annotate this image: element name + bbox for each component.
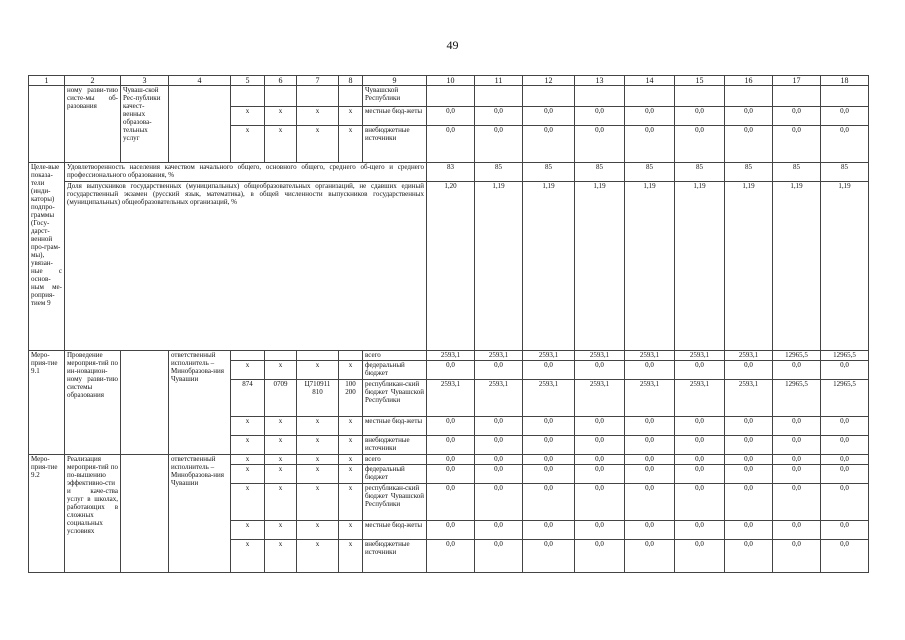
target-indicator-text: Доля выпускников государственных (муниципальных) общеобразовательных организаций, не сдавших единый государственный экзамен (русский язык, математика), в общей численности выпускников государственных (муниципальных) общеобразовательных организаций, %	[65, 182, 427, 351]
budget-code-cell: x	[231, 436, 265, 455]
column-number-header: 12	[523, 76, 575, 86]
value-cell: 0,0	[773, 484, 821, 521]
value-cell: 0,0	[523, 107, 575, 126]
budget-code-cell: x	[265, 484, 297, 521]
result-continued: Чуваш-ской Рес-публики качест-венных образова-тельных услуг	[121, 86, 169, 163]
value-cell: 0,0	[427, 521, 475, 540]
value-cell: 0,0	[821, 436, 869, 455]
value-cell: 0,0	[427, 436, 475, 455]
value-cell: 0,0	[821, 484, 869, 521]
value-cell: 0,0	[625, 361, 675, 380]
budget-code-cell: x	[265, 521, 297, 540]
budget-code-cell: x	[231, 455, 265, 465]
column-number-row	[29, 76, 869, 86]
budget-code-cell	[339, 351, 363, 361]
column-number-header: 13	[575, 76, 625, 86]
funding-source-cell: всего	[363, 455, 427, 465]
budget-table	[28, 75, 869, 573]
empty-cell	[29, 86, 65, 163]
budget-code-cell: x	[265, 465, 297, 484]
funding-source-cell: республикан-ский бюджет Чувашской Республики	[363, 484, 427, 521]
value-cell: 0,0	[821, 455, 869, 465]
budget-code-cell: x	[231, 417, 265, 436]
value-cell: 0,0	[575, 540, 625, 573]
target-value-cell: 1,19	[675, 182, 725, 351]
value-cell: 0,0	[523, 540, 575, 573]
funding-row	[29, 455, 869, 465]
budget-code-cell: x	[297, 107, 339, 126]
value-cell: 0,0	[575, 126, 625, 163]
target-value-cell: 1,19	[575, 182, 625, 351]
value-cell: 0,0	[625, 484, 675, 521]
column-number-header: 4	[169, 76, 231, 86]
value-cell: 0,0	[475, 417, 523, 436]
budget-code-cell: x	[231, 126, 265, 163]
executor-cell	[169, 86, 231, 163]
value-cell: 12965,5	[773, 351, 821, 361]
value-cell: 0,0	[773, 107, 821, 126]
budget-code-cell: x	[297, 484, 339, 521]
budget-code-cell: x	[297, 417, 339, 436]
budget-code-cell: x	[265, 126, 297, 163]
budget-code-cell: x	[297, 540, 339, 573]
value-cell: 0,0	[427, 540, 475, 573]
page-number: 49	[446, 38, 459, 52]
column-number-header: 14	[625, 76, 675, 86]
funding-source-cell: местные бюд-жеты	[363, 521, 427, 540]
value-cell: 0,0	[725, 126, 773, 163]
value-cell: 0,0	[725, 436, 773, 455]
column-number-header: 5	[231, 76, 265, 86]
budget-code-cell	[297, 351, 339, 361]
value-cell	[427, 86, 475, 107]
value-cell: 2593,1	[427, 380, 475, 417]
value-cell: 0,0	[773, 455, 821, 465]
value-cell: 0,0	[625, 521, 675, 540]
funding-source-cell: внебюджетные источники	[363, 126, 427, 163]
value-cell: 0,0	[725, 417, 773, 436]
column-number-header: 7	[297, 76, 339, 86]
value-cell: 0,0	[523, 465, 575, 484]
value-cell: 2593,1	[575, 380, 625, 417]
value-cell: 0,0	[773, 126, 821, 163]
budget-code-cell: x	[339, 436, 363, 455]
target-value-cell: 1,19	[475, 182, 523, 351]
value-cell: 2593,1	[475, 380, 523, 417]
target-value-cell: 83	[427, 163, 475, 182]
table-body	[29, 76, 869, 573]
value-cell: 0,0	[675, 361, 725, 380]
column-number-header: 1	[29, 76, 65, 86]
value-cell	[523, 86, 575, 107]
value-cell: 0,0	[475, 126, 523, 163]
target-value-cell: 1,19	[625, 182, 675, 351]
value-cell: 0,0	[475, 540, 523, 573]
value-cell	[625, 86, 675, 107]
measure-name-continued: ному разви-тию систе-мы об-разования	[65, 86, 121, 163]
target-value-cell: 85	[523, 163, 575, 182]
column-number-header: 2	[65, 76, 121, 86]
target-value-cell: 85	[625, 163, 675, 182]
target-value-cell: 85	[675, 163, 725, 182]
column-number-header: 3	[121, 76, 169, 86]
budget-code-cell: x	[297, 455, 339, 465]
value-cell: 0,0	[675, 465, 725, 484]
target-value-cell: 1,19	[821, 182, 869, 351]
budget-code-cell: x	[231, 521, 265, 540]
funding-row	[29, 351, 869, 361]
value-cell: 0,0	[427, 484, 475, 521]
value-cell: 0,0	[523, 455, 575, 465]
funding-source-cell: внебюджетные источники	[363, 436, 427, 455]
value-cell: 0,0	[625, 107, 675, 126]
value-cell: 0,0	[625, 417, 675, 436]
column-number-header: 8	[339, 76, 363, 86]
value-cell: 0,0	[427, 361, 475, 380]
value-cell: 0,0	[575, 521, 625, 540]
value-cell: 0,0	[725, 465, 773, 484]
value-cell: 0,0	[427, 455, 475, 465]
budget-code-cell: x	[297, 465, 339, 484]
budget-code-cell: Ц710911 810	[297, 380, 339, 417]
budget-code-cell: x	[339, 465, 363, 484]
value-cell: 0,0	[475, 484, 523, 521]
value-cell: 0,0	[427, 107, 475, 126]
value-cell: 0,0	[523, 126, 575, 163]
value-cell: 0,0	[475, 107, 523, 126]
measure-label: Меро-прия-тие 9.1	[29, 351, 65, 455]
budget-code-cell: x	[265, 361, 297, 380]
value-cell: 0,0	[475, 521, 523, 540]
value-cell: 0,0	[821, 126, 869, 163]
budget-code-cell: x	[231, 361, 265, 380]
measure-name: Проведение мероприя-тий по ин-новацион-ному разви-тию системы образования	[65, 351, 121, 455]
value-cell: 0,0	[821, 417, 869, 436]
budget-code-cell: x	[231, 107, 265, 126]
value-cell: 0,0	[773, 436, 821, 455]
value-cell: 0,0	[675, 521, 725, 540]
budget-code-cell: x	[265, 436, 297, 455]
budget-code-cell	[297, 86, 339, 107]
value-cell: 0,0	[523, 361, 575, 380]
budget-code-cell: x	[339, 417, 363, 436]
value-cell: 0,0	[725, 484, 773, 521]
funding-row	[29, 86, 869, 107]
value-cell: 0,0	[773, 521, 821, 540]
value-cell: 0,0	[475, 455, 523, 465]
funding-source-cell: федеральный бюджет	[363, 465, 427, 484]
column-number-header: 16	[725, 76, 773, 86]
budget-code-cell	[265, 351, 297, 361]
value-cell: 0,0	[773, 417, 821, 436]
measure-label: Меро-прия-тие 9.2	[29, 455, 65, 573]
budget-code-cell: x	[339, 126, 363, 163]
value-cell: 0,0	[773, 465, 821, 484]
value-cell	[575, 86, 625, 107]
target-value-cell: 85	[475, 163, 523, 182]
value-cell: 0,0	[821, 540, 869, 573]
value-cell: 0,0	[725, 540, 773, 573]
target-value-cell: 1,19	[725, 182, 773, 351]
funding-source-cell: федеральный бюджет	[363, 361, 427, 380]
budget-code-cell: 100 200	[339, 380, 363, 417]
value-cell: 0,0	[675, 455, 725, 465]
empty-cell	[121, 455, 169, 573]
executor-cell: ответственный исполнитель – Минобразова-ния Чувашии	[169, 455, 231, 573]
value-cell: 0,0	[427, 417, 475, 436]
target-indicators-label: Целе-вые показа-тели (инди-каторы) подпро-граммы (Госу-дарст-венной про-грам-мы), увязан-ные с основ-ным ме-роприя-тием 9	[29, 163, 65, 351]
budget-code-cell: x	[339, 107, 363, 126]
value-cell: 0,0	[575, 455, 625, 465]
value-cell: 2593,1	[725, 380, 773, 417]
target-value-cell: 1,19	[773, 182, 821, 351]
value-cell: 2593,1	[427, 351, 475, 361]
value-cell	[821, 86, 869, 107]
measure-name: Реализация мероприя-тий по по-вышению эффективно-сти и каче-ства услуг в школах, работающих в сложных социальных условиях	[65, 455, 121, 573]
value-cell	[725, 86, 773, 107]
budget-code-cell: x	[265, 107, 297, 126]
value-cell: 0,0	[675, 540, 725, 573]
value-cell: 2593,1	[675, 351, 725, 361]
value-cell: 0,0	[523, 484, 575, 521]
empty-cell	[121, 351, 169, 455]
value-cell: 0,0	[575, 107, 625, 126]
budget-code-cell: x	[339, 361, 363, 380]
column-number-header: 17	[773, 76, 821, 86]
column-number-header: 10	[427, 76, 475, 86]
target-value-cell: 85	[773, 163, 821, 182]
funding-source-cell: всего	[363, 351, 427, 361]
value-cell: 0,0	[625, 540, 675, 573]
budget-code-cell	[231, 86, 265, 107]
value-cell: 0,0	[725, 107, 773, 126]
value-cell	[675, 86, 725, 107]
budget-code-cell: x	[265, 417, 297, 436]
budget-code-cell	[265, 86, 297, 107]
value-cell: 0,0	[523, 417, 575, 436]
value-cell: 2593,1	[575, 351, 625, 361]
value-cell: 0,0	[625, 465, 675, 484]
value-cell: 0,0	[575, 361, 625, 380]
value-cell: 12965,5	[821, 380, 869, 417]
target-indicator-text: Удовлетворенность населения качеством начального общего, основного общего, среднего об-щего и среднего профессионального образования, %	[65, 163, 427, 182]
budget-code-cell	[339, 86, 363, 107]
value-cell: 0,0	[475, 465, 523, 484]
value-cell: 2593,1	[725, 351, 773, 361]
executor-cell: ответственный исполнитель – Минобразова-ния Чувашии	[169, 351, 231, 455]
budget-code-cell: x	[339, 540, 363, 573]
value-cell: 0,0	[675, 417, 725, 436]
value-cell: 0,0	[625, 126, 675, 163]
funding-source-cell: местные бюд-жеты	[363, 107, 427, 126]
value-cell: 0,0	[725, 521, 773, 540]
value-cell: 0,0	[575, 436, 625, 455]
funding-source-cell: внебюджетные источники	[363, 540, 427, 573]
value-cell: 0,0	[821, 521, 869, 540]
target-indicator-row	[29, 182, 869, 351]
budget-code-cell: x	[297, 436, 339, 455]
value-cell: 0,0	[773, 361, 821, 380]
target-value-cell: 1,19	[523, 182, 575, 351]
value-cell: 0,0	[475, 436, 523, 455]
value-cell: 0,0	[427, 465, 475, 484]
budget-code-cell: x	[297, 521, 339, 540]
budget-code-cell: 0709	[265, 380, 297, 417]
value-cell: 2593,1	[523, 380, 575, 417]
target-value-cell: 85	[575, 163, 625, 182]
budget-code-cell: x	[265, 540, 297, 573]
value-cell: 0,0	[675, 107, 725, 126]
value-cell: 0,0	[523, 436, 575, 455]
value-cell: 12965,5	[821, 351, 869, 361]
value-cell: 2593,1	[523, 351, 575, 361]
value-cell: 12965,5	[773, 380, 821, 417]
column-number-header: 9	[363, 76, 427, 86]
value-cell: 0,0	[821, 361, 869, 380]
target-value-cell: 1,20	[427, 182, 475, 351]
target-indicator-row	[29, 163, 869, 182]
value-cell	[475, 86, 523, 107]
value-cell: 0,0	[725, 455, 773, 465]
funding-source-cell: местные бюд-жеты	[363, 417, 427, 436]
value-cell: 0,0	[675, 484, 725, 521]
value-cell: 2593,1	[675, 380, 725, 417]
value-cell: 0,0	[523, 521, 575, 540]
value-cell: 0,0	[821, 107, 869, 126]
budget-code-cell: 874	[231, 380, 265, 417]
budget-code-cell: x	[297, 126, 339, 163]
value-cell: 2593,1	[625, 351, 675, 361]
value-cell: 0,0	[575, 484, 625, 521]
value-cell: 0,0	[675, 436, 725, 455]
value-cell: 2593,1	[475, 351, 523, 361]
value-cell: 0,0	[675, 126, 725, 163]
value-cell: 2593,1	[625, 380, 675, 417]
target-value-cell: 85	[725, 163, 773, 182]
value-cell: 0,0	[575, 417, 625, 436]
budget-code-cell: x	[297, 361, 339, 380]
budget-code-cell: x	[231, 484, 265, 521]
value-cell: 0,0	[427, 126, 475, 163]
budget-code-cell: x	[339, 521, 363, 540]
column-number-header: 11	[475, 76, 523, 86]
value-cell: 0,0	[725, 361, 773, 380]
target-value-cell: 85	[821, 163, 869, 182]
column-number-header: 15	[675, 76, 725, 86]
funding-source-cell: республикан-ский бюджет Чувашской Республики	[363, 380, 427, 417]
budget-code-cell: x	[231, 540, 265, 573]
column-number-header: 6	[265, 76, 297, 86]
value-cell: 0,0	[821, 465, 869, 484]
budget-code-cell: x	[339, 455, 363, 465]
budget-code-cell: x	[231, 465, 265, 484]
value-cell: 0,0	[625, 436, 675, 455]
value-cell	[773, 86, 821, 107]
value-cell: 0,0	[773, 540, 821, 573]
budget-code-cell: x	[339, 484, 363, 521]
value-cell: 0,0	[625, 455, 675, 465]
value-cell: 0,0	[475, 361, 523, 380]
budget-code-cell: x	[265, 455, 297, 465]
budget-code-cell	[231, 351, 265, 361]
funding-source-cell: Чувашской Республики	[363, 86, 427, 107]
value-cell: 0,0	[575, 465, 625, 484]
column-number-header: 18	[821, 76, 869, 86]
